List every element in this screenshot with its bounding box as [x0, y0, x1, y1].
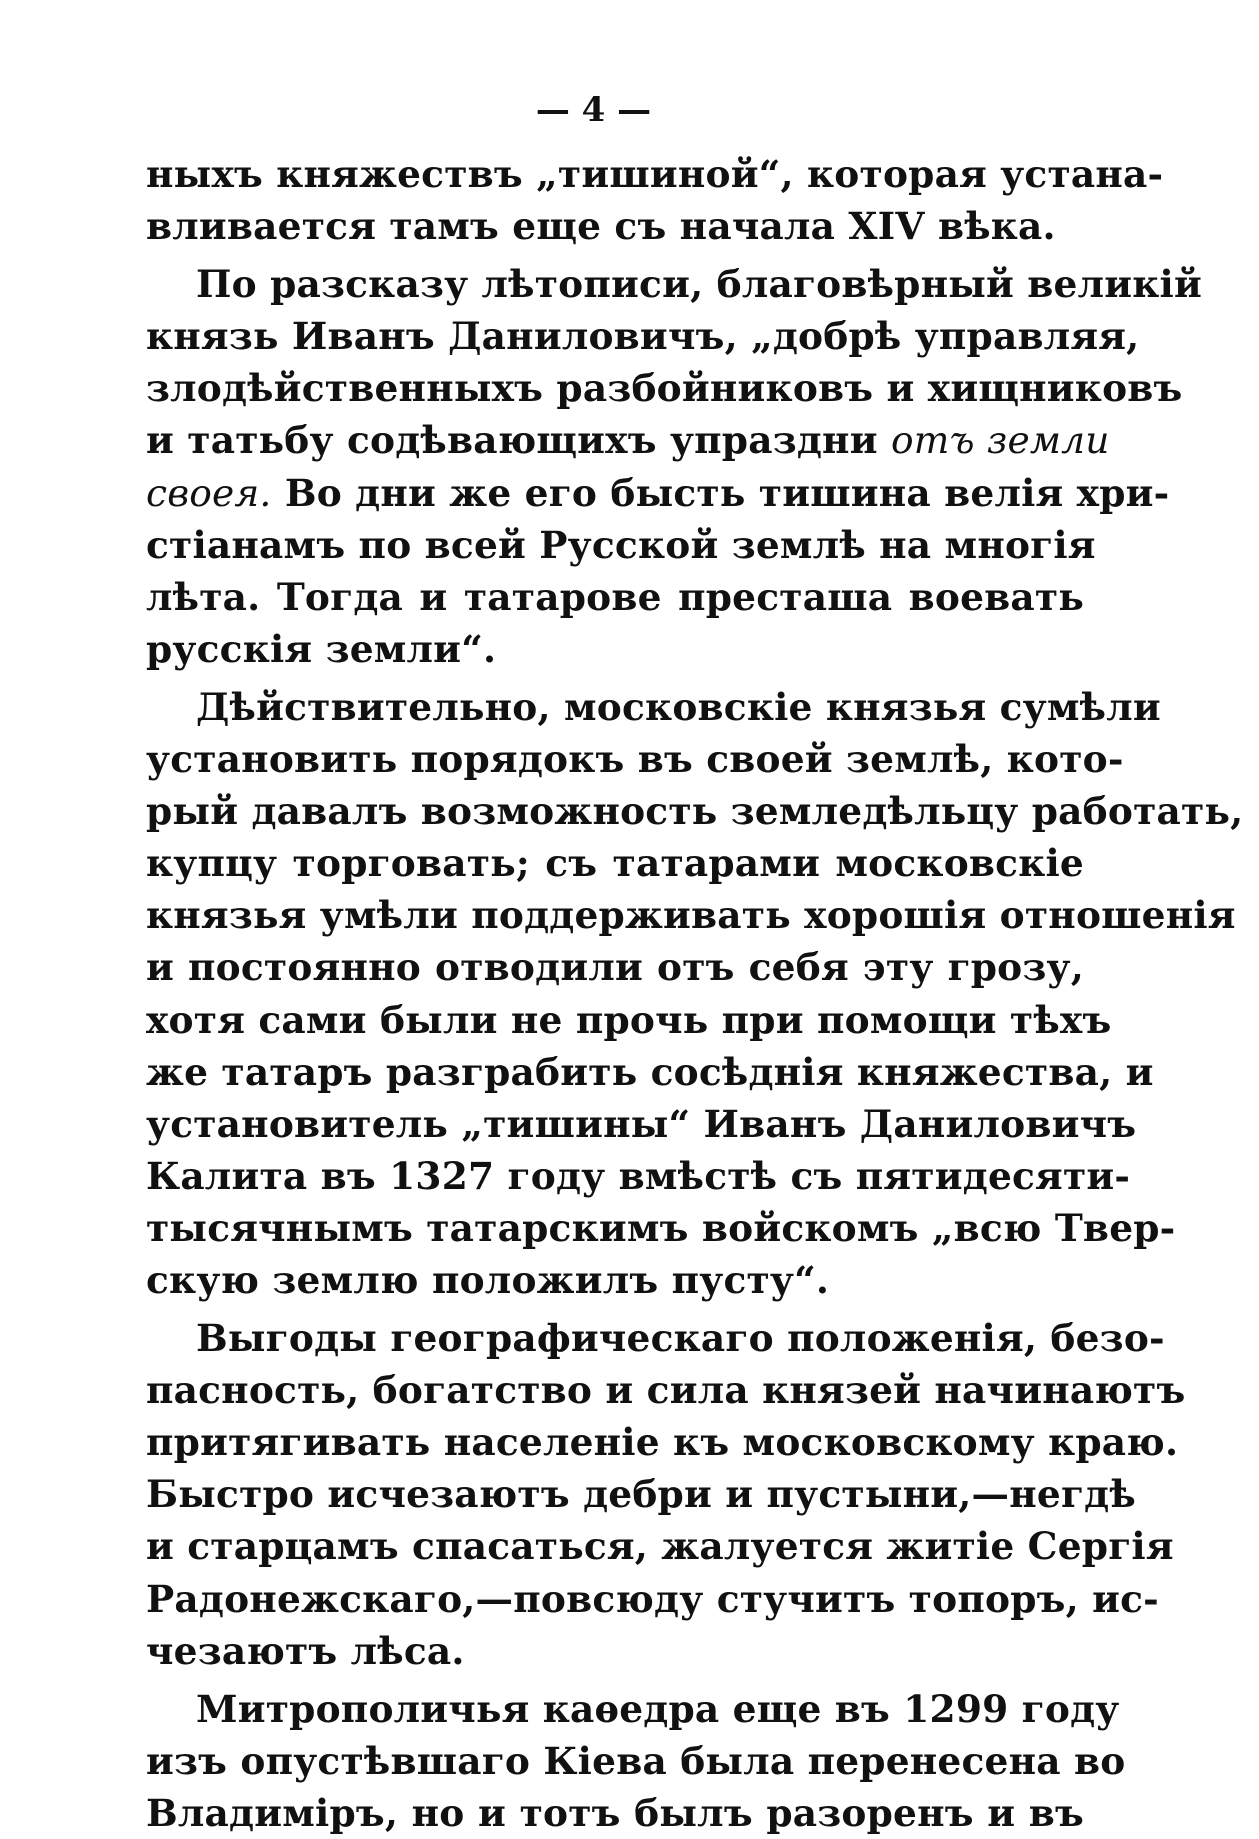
text-line — [146, 837, 1084, 889]
text-line — [146, 1046, 1154, 1098]
line-text: хотя сами были не прочь при помощи тѣхъ — [146, 997, 1112, 1042]
text-line — [146, 1416, 1179, 1468]
line-text: притягивать населеніе къ московскому краю. — [146, 1420, 1179, 1465]
line-text: купцу торговать; съ татарами московскіе — [146, 841, 1084, 886]
line-text: лѣта. Тогда и татарове престаша воевать — [146, 574, 1084, 619]
text-line — [146, 1683, 1120, 1735]
line-text: рый давалъ возможность земледѣльцу работать, — [146, 789, 1244, 834]
line-text: Во дни же его бысть тишина велія хри- — [271, 470, 1170, 515]
line-text: же татаръ разграбить сосѣднія княжества, и — [146, 1049, 1154, 1094]
text-line — [146, 1468, 1136, 1520]
line-text: скую землю положилъ пусту“. — [146, 1257, 830, 1302]
text-line — [146, 1098, 1137, 1150]
italic-quote: своея. — [146, 470, 272, 515]
line-text: Дѣйствительно, московскіе князья сумѣли — [196, 684, 1161, 729]
text-line — [146, 785, 1244, 837]
text-line — [146, 1573, 1159, 1625]
line-text: установить порядокъ въ своей землѣ, кото- — [146, 737, 1124, 782]
text-line — [146, 1254, 1084, 1306]
text-line — [146, 1735, 1126, 1787]
text-line — [146, 941, 1084, 993]
line-text: русскія земли“. — [146, 626, 497, 671]
text-line — [146, 148, 1164, 200]
line-text: изъ опустѣвшаго Кіева была перенесена во — [146, 1738, 1126, 1783]
text-line — [146, 1625, 1084, 1677]
line-text: тысячнымъ татарскимъ войскомъ „всю Твер- — [146, 1205, 1176, 1250]
line-text: князь Иванъ Даниловичъ, „добрѣ управляя, — [146, 314, 1140, 359]
text-line — [146, 467, 1170, 519]
text-line — [146, 1787, 1084, 1839]
text-line — [146, 362, 1183, 414]
text-line — [146, 889, 1236, 941]
body-text — [146, 148, 1244, 1839]
text-line — [146, 681, 1161, 733]
line-text: злодѣйственныхъ разбойниковъ и хищниковъ — [146, 366, 1183, 411]
line-text: чезаютъ лѣса. — [146, 1628, 465, 1673]
text-line — [146, 258, 1203, 310]
text-line — [146, 571, 1084, 623]
line-text: стіанамъ по всей Русской землѣ на многія — [146, 522, 1096, 567]
text-line — [146, 310, 1140, 362]
line-text: Радонежскаго,—повсюду стучитъ топоръ, ис- — [146, 1576, 1159, 1621]
text-line — [146, 1202, 1176, 1254]
text-line — [146, 519, 1096, 571]
text-line — [146, 1312, 1165, 1364]
text-line — [146, 1364, 1186, 1416]
text-line — [146, 994, 1112, 1046]
line-text: Митрополичья каѳедра еще въ 1299 году — [196, 1686, 1120, 1731]
line-text: установитель „тишины“ Иванъ Даниловичъ — [146, 1101, 1137, 1146]
line-text: Калита въ 1327 году вмѣстѣ съ пятидесяти- — [146, 1153, 1131, 1198]
line-text: Выгоды географическаго положенія, безо- — [196, 1316, 1165, 1361]
line-text: князья умѣли поддерживать хорошія отношенія — [146, 893, 1236, 938]
line-text: вливается тамъ еще съ начала XIV вѣка. — [146, 204, 1056, 249]
line-text: ныхъ княжествъ „тишиной“, которая устана- — [146, 152, 1164, 196]
italic-quote: отъ земли — [890, 418, 1110, 463]
line-text: Быстро исчезаютъ дебри и пустыни,—негдѣ — [146, 1472, 1136, 1517]
text-line — [146, 733, 1124, 785]
page-number: — 4 — — [535, 90, 652, 130]
line-text: и старцамъ спасаться, жалуется житіе Сергія — [146, 1524, 1174, 1569]
text-line — [146, 1520, 1174, 1572]
line-text: Владиміръ, но и тотъ былъ разоренъ и въ — [146, 1790, 1084, 1835]
line-text: По разсказу лѣтописи, благовѣрный великій — [196, 262, 1203, 307]
line-text: и постоянно отводили отъ себя эту грозу, — [146, 945, 1084, 990]
text-line — [146, 623, 1084, 675]
text-line — [146, 200, 1084, 252]
text-line — [146, 1150, 1131, 1202]
line-text: и татьбу содѣвающихъ упраздни — [146, 418, 891, 463]
line-text: пасность, богатство и сила князей начинаютъ — [146, 1368, 1186, 1413]
text-line — [146, 414, 1110, 466]
